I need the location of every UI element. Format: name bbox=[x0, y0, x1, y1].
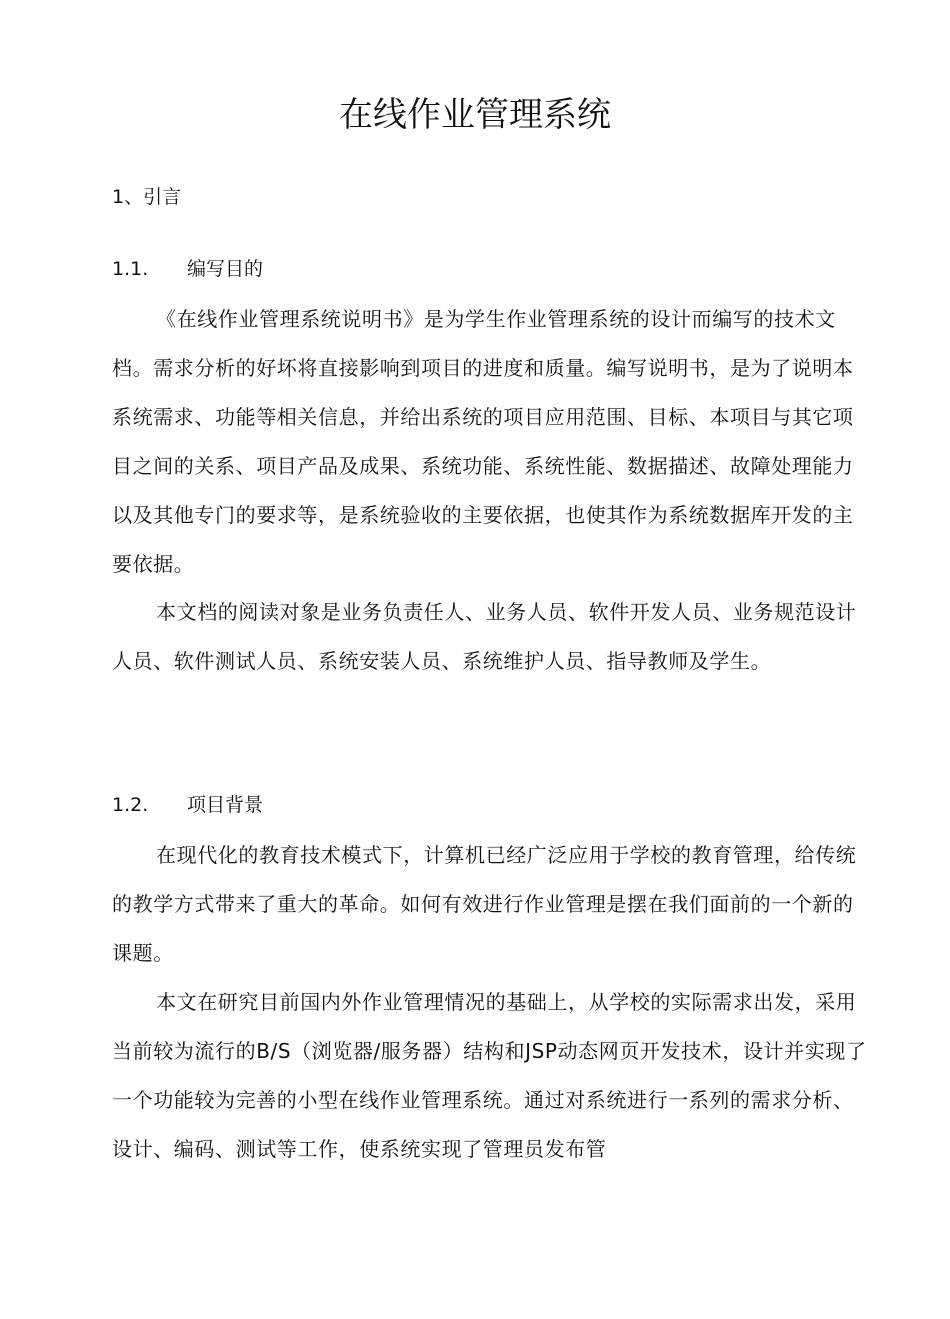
section-number: 1.2. bbox=[112, 794, 149, 816]
section-heading-purpose bbox=[112, 255, 263, 283]
section-heading-intro: 1、引言 bbox=[112, 186, 182, 208]
paragraph-purpose-2: 本文档的阅读对象是业务负责任人、业务人员、软件开发人员、业务规范设计人员、软件测试人员、系统安装人员、系统维护人员、指导教师及学生。 bbox=[112, 600, 857, 673]
section-title: 项目背景 bbox=[187, 794, 264, 816]
section-heading-background bbox=[112, 791, 263, 819]
paragraph-purpose-1: 《在线作业管理系统说明书》是为学生作业管理系统的设计而编写的技术文档。需求分析的好坏将直接影响到项目的进度和质量。编写说明书，是为了说明本系统需求、功能等相关信息，并给出系统的项目应用范围、目标、本项目与其它项目之间的关系、项目产品及成果、系统功能、系统性能、数据描述、故障处理能力以及其他专门的要求等，是系统验收的主要依据，也使其作为系统数据库开发的主要依据。 bbox=[112, 307, 854, 576]
section-number: 1.1. bbox=[112, 258, 149, 280]
paragraph-background-2: 本文在研究目前国内外作业管理情况的基础上，从学校的实际需求出发，采用当前较为流行的B/S（浏览器/服务器）结构和JSP动态网页开发技术，设计并实现了一个功能较为完善的小型在线作业管理系统。通过对系统进行一系列的需求分析、设计、编码、测试等工作，使系统实现了管理员发布管 bbox=[112, 990, 867, 1161]
document-title: 在线作业管理系统 bbox=[339, 95, 611, 135]
paragraph-background-1: 在现代化的教育技术模式下，计算机已经广泛应用于学校的教育管理，给传统的教学方式带来了重大的革命。如何有效进行作业管理是摆在我们面前的一个新的课题。 bbox=[112, 843, 857, 965]
section-title: 编写目的 bbox=[187, 258, 264, 280]
